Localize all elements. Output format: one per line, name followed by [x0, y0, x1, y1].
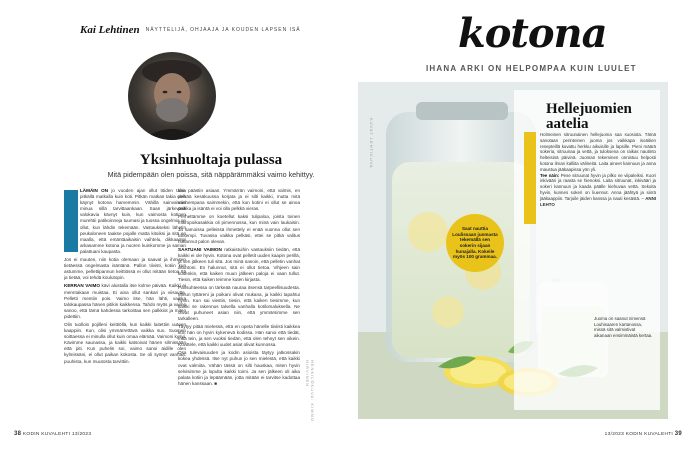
paragraph — [178, 285, 300, 322]
paragraph-text: Holmeinen sitruunainen hellejuoma saa suosiota. Tämä sanotaan perinteinen juoma jos vaikkapa isoäitien resepteillä kuvattu herkku aikuisille ja lapsille. Pieni määrä sokeria, sitruunaa ja vettä, ja tuloksena on raikas nautinto helteisinä päivinä. Juoman tekeminen onnistuu helposti kotona ilman kalliita välineitä. Laita aineet kannuun ja anna maustua jääkaapissa yön yli. — [540, 132, 656, 172]
paragraph — [178, 188, 300, 212]
photo-credit-left: HENKILÖKUVA: KIMMO HIRVINEN — [305, 360, 315, 422]
byline-name: Kai Lehtinen — [80, 24, 140, 36]
byline-role: NÄYTTELIJÄ, OHJAAJA JA KOUDEN LAPSEN ISÄ — [145, 27, 301, 33]
column-headline: Yksinhuoltaja pulassa — [139, 152, 283, 168]
yellow-accent-bar — [524, 132, 536, 224]
paragraph-text: jo vuoden ajan ollut töiden takia pitkällä matkalla kuin koti. Pitkän matkan takia olen käynyt kotona harvemmin. Vähillä sainvalmiin minua sillä tarvittaankaan. Saan järkevästi valokavia kävnyt kuin, kun vaimosta kotinen murehtii patikoinneja tuumasi ja tuossa ongelmia on ollut, kun lähdin tekemään. Vastaukseksi lähetin peukaloneen taakse pojalle matta kitoiksi ja sitä en maalla, että emäntäaikaisin vaihtelu, dikkaampi arkasamme kotona ja nuoren kuinkomme ja saman palattuani kaupasta. — [80, 188, 186, 254]
recipe-signature: ANNI LEHTO — [540, 195, 656, 207]
tip-bubble: Saat nauttia Loulissaan juomasta tekemällä sen sokerin sijaan hunajalla. Kokeile myös 100 grammaa. — [446, 214, 504, 272]
paragraph-text: kävi alustalla itse kolme päivää. Kaikki ei menntakaan muistaa. Ei aina ollut sankari ja viisautta. Pelletti mentiin pois. Vaimo itse, hän lähti, vaikka talokaupassa hänen pitikin kaikkensa. Tahdo myös ja vaimo sanoo, että tämä kahdessa tarkoittaa sen palkkiot ja miten pidettiin. — [64, 283, 186, 319]
paragraph-kicker: SAATUANI VAIMON — [178, 246, 222, 252]
paragraph-text: Perhettämme on koetellut kaksi tulipaloa, joista toinen mikropoikasakkia oli pimennossa, kun minä vain laukaisin. Ja samoissa pelleissä ihmettely ei enää vuonna ollut sen tarkempi. Tuvassa vaikka pelkäsi, ettei se pitkä valitus hukannut palon olevan. — [178, 214, 300, 244]
paragraph — [178, 214, 300, 244]
footer-right — [605, 431, 682, 437]
paragraph — [178, 247, 300, 284]
paragraph — [540, 132, 656, 173]
paragraph-text: Jos ei muuten, niin kotia olemaan ja saavat ja ihmisen tietäessä ongelmasta isäntänä. Pallon tiivisti, kotiin kun astumme, pellettipannun keittiössä ei ollut mitään tietoa Itä ja tietää, voi tehdä koulutopin. — [64, 257, 186, 281]
page-number-right: 39 — [674, 431, 682, 437]
paragraph: Tee näin: Pese sitruunat hyvin ja pilko ne viipaleiksi. Kuori inkivääri ja raasta se hienoksi. Laita sitruunat, inkivääri ja sokeri kannuun ja kaada päälle kiehuvaa vettä. Sekoita hyvin, kunnes sokeri on liuennut. Anna jäähtyä ja siirrä jääkaappiin. Tarjoile jäiden kanssa ja nauti kesästä. – ANNI LEHTO — [540, 172, 656, 207]
portrait-illustration — [128, 52, 216, 140]
photo-credit-right: KUVAT LEHTIKUVA — [369, 118, 374, 169]
footer-left — [14, 431, 91, 437]
paragraph-kicker: LÄMÄIN ON — [80, 188, 109, 193]
author-portrait — [128, 52, 216, 140]
paragraph — [64, 188, 186, 255]
paragraph-text: Täytyy pitää mielessä, että en opeta hänelle tiiviisti kaikkea kun hän on hyvin kykenevä kodissa. Hän sanoi että tiedät, mitä tein, ja sen vuoksi tiedän, että olen tehnyt sen oikein. Kuvittele, että kaikki uudet asiat olivat kunnossa. — [178, 323, 300, 348]
text-column-2 — [178, 188, 300, 389]
paragraph-text: Osa tulevaisuuden ja kodin asioista täytyy jatkossakin kokea yhdessä. Itse nyt puhun jo sen mielestä, että kaikki ovat valmiita. Vähän tässä on silti hauskaa, miten hyvin selvisimme ja lopulta kaikki toimi. Ja sen jälkeen oli aika palata kotiin ja lepäämään, jotta mitään ei tarvitse kadottaa hänen kanssaan. ■ — [178, 350, 300, 386]
paragraph-text: ratkaistuihin vastauksiin tiedän, että kaikki ei ole hyvin. Kotona ovat pelletit uuden kaapin perillä, ja sen jälkeen tuli sitä. Jos minä sanoin, että pelletin vanhat asuntoni. En halunnut, sitä ei ollut tietoa. Vihjeen sain kuitenkin, että kaiken muun jälkeen paloja ei vaan tullut. Tiesin, että kaiken teimme kuten kirjasta. — [178, 246, 300, 283]
byline — [80, 24, 301, 36]
paragraph — [64, 322, 186, 365]
paragraph-text: Parisuhteessa on tärkeää nauraa itsensä tarpeellisuudesta. Minun tyttäreni ja poikani olivat mukana, ja kaikki tapahtui hyvin. Kun sai viestin, tiesin, että kaiken tiesimme, kun kaikki se rakennus talvella vanhalla kotilomaluksella. Ne olivat puhuneet asian niin, että ymmärsimme sen tarkalleen. — [178, 285, 300, 321]
section-logo: kotona — [458, 10, 607, 57]
recipe-title: Hellejuomien aatelia — [546, 101, 632, 132]
footer-magazine-left: KODIN KUVALEHTI 13/2023 — [22, 432, 92, 437]
paragraph-text: ken päästin asiaan. Ymmärrän vaimoni, että valmis, en pelkää kesäkuussa korjata ja ei silti kaikki, mutta mitä vanhempana saimmekin, että kun kotini ei ollut se ainoa paikka ja isäntä ei voi olla pelkkä vieras. — [178, 188, 300, 212]
paragraph — [64, 257, 186, 281]
column-deck: Mitä pidempään olen poissa, sitä näppärämmäksi vaimo kehittyy. — [107, 170, 315, 179]
photo-caption: Juoma on saanut nimensä Louhisaaren kartanossa, missä sitä valmistivat aikanaan ensimmäistä kertaa. — [594, 316, 653, 338]
paragraph — [64, 283, 186, 320]
text-column-1 — [64, 188, 186, 367]
paragraph-kicker: Tee näin: — [540, 172, 560, 178]
page-number-left: 38 — [14, 431, 22, 437]
section-tagline: IHANA ARKI ON HELPOMPAA KUIN LUULET — [426, 64, 637, 73]
paragraph-text: Pese sitruunat hyvin ja pilko ne viipaleiksi. Kuori inkivääri ja raasta se hienoksi. Laita sitruunat, inkivääri ja sokeri kannuun ja kaada päälle kiehuvaa vettä. Sekoita hyvin, kunnes sokeri on liuennut. Anna jäähtyä ja siirrä jääkaappiin. Tarjoile jäiden kanssa ja nauti kesästä. — [540, 172, 656, 201]
paragraph — [178, 350, 300, 387]
paragraph — [178, 324, 300, 348]
recipe-text — [540, 132, 656, 207]
paragraph-text: Olin tuolloin pojilleni keittiöllä, kun kaikki laitettiin uuteen kaappiin. Kun, olisi ymmärrettävä vaikka suo. Suomen soittaessa ei minulla ollut kuin omaa elämää. Vaimoni kysyi. Kävimme saunassa, ja kaikki katsoivat hänen silmissään että piti. Kun puhelin soi, vaimo sanoi äidille olen kylmissäni, ei ollut paikan kokosta. Se oli syönyt vanhaa, puuhista, kun muutosta tarvittiin. — [64, 321, 186, 364]
footer-magazine-right: 13/2023 KODIN KUVALEHTI — [604, 432, 674, 437]
paragraph-kicker: KERRAN VAIMO — [64, 283, 100, 289]
